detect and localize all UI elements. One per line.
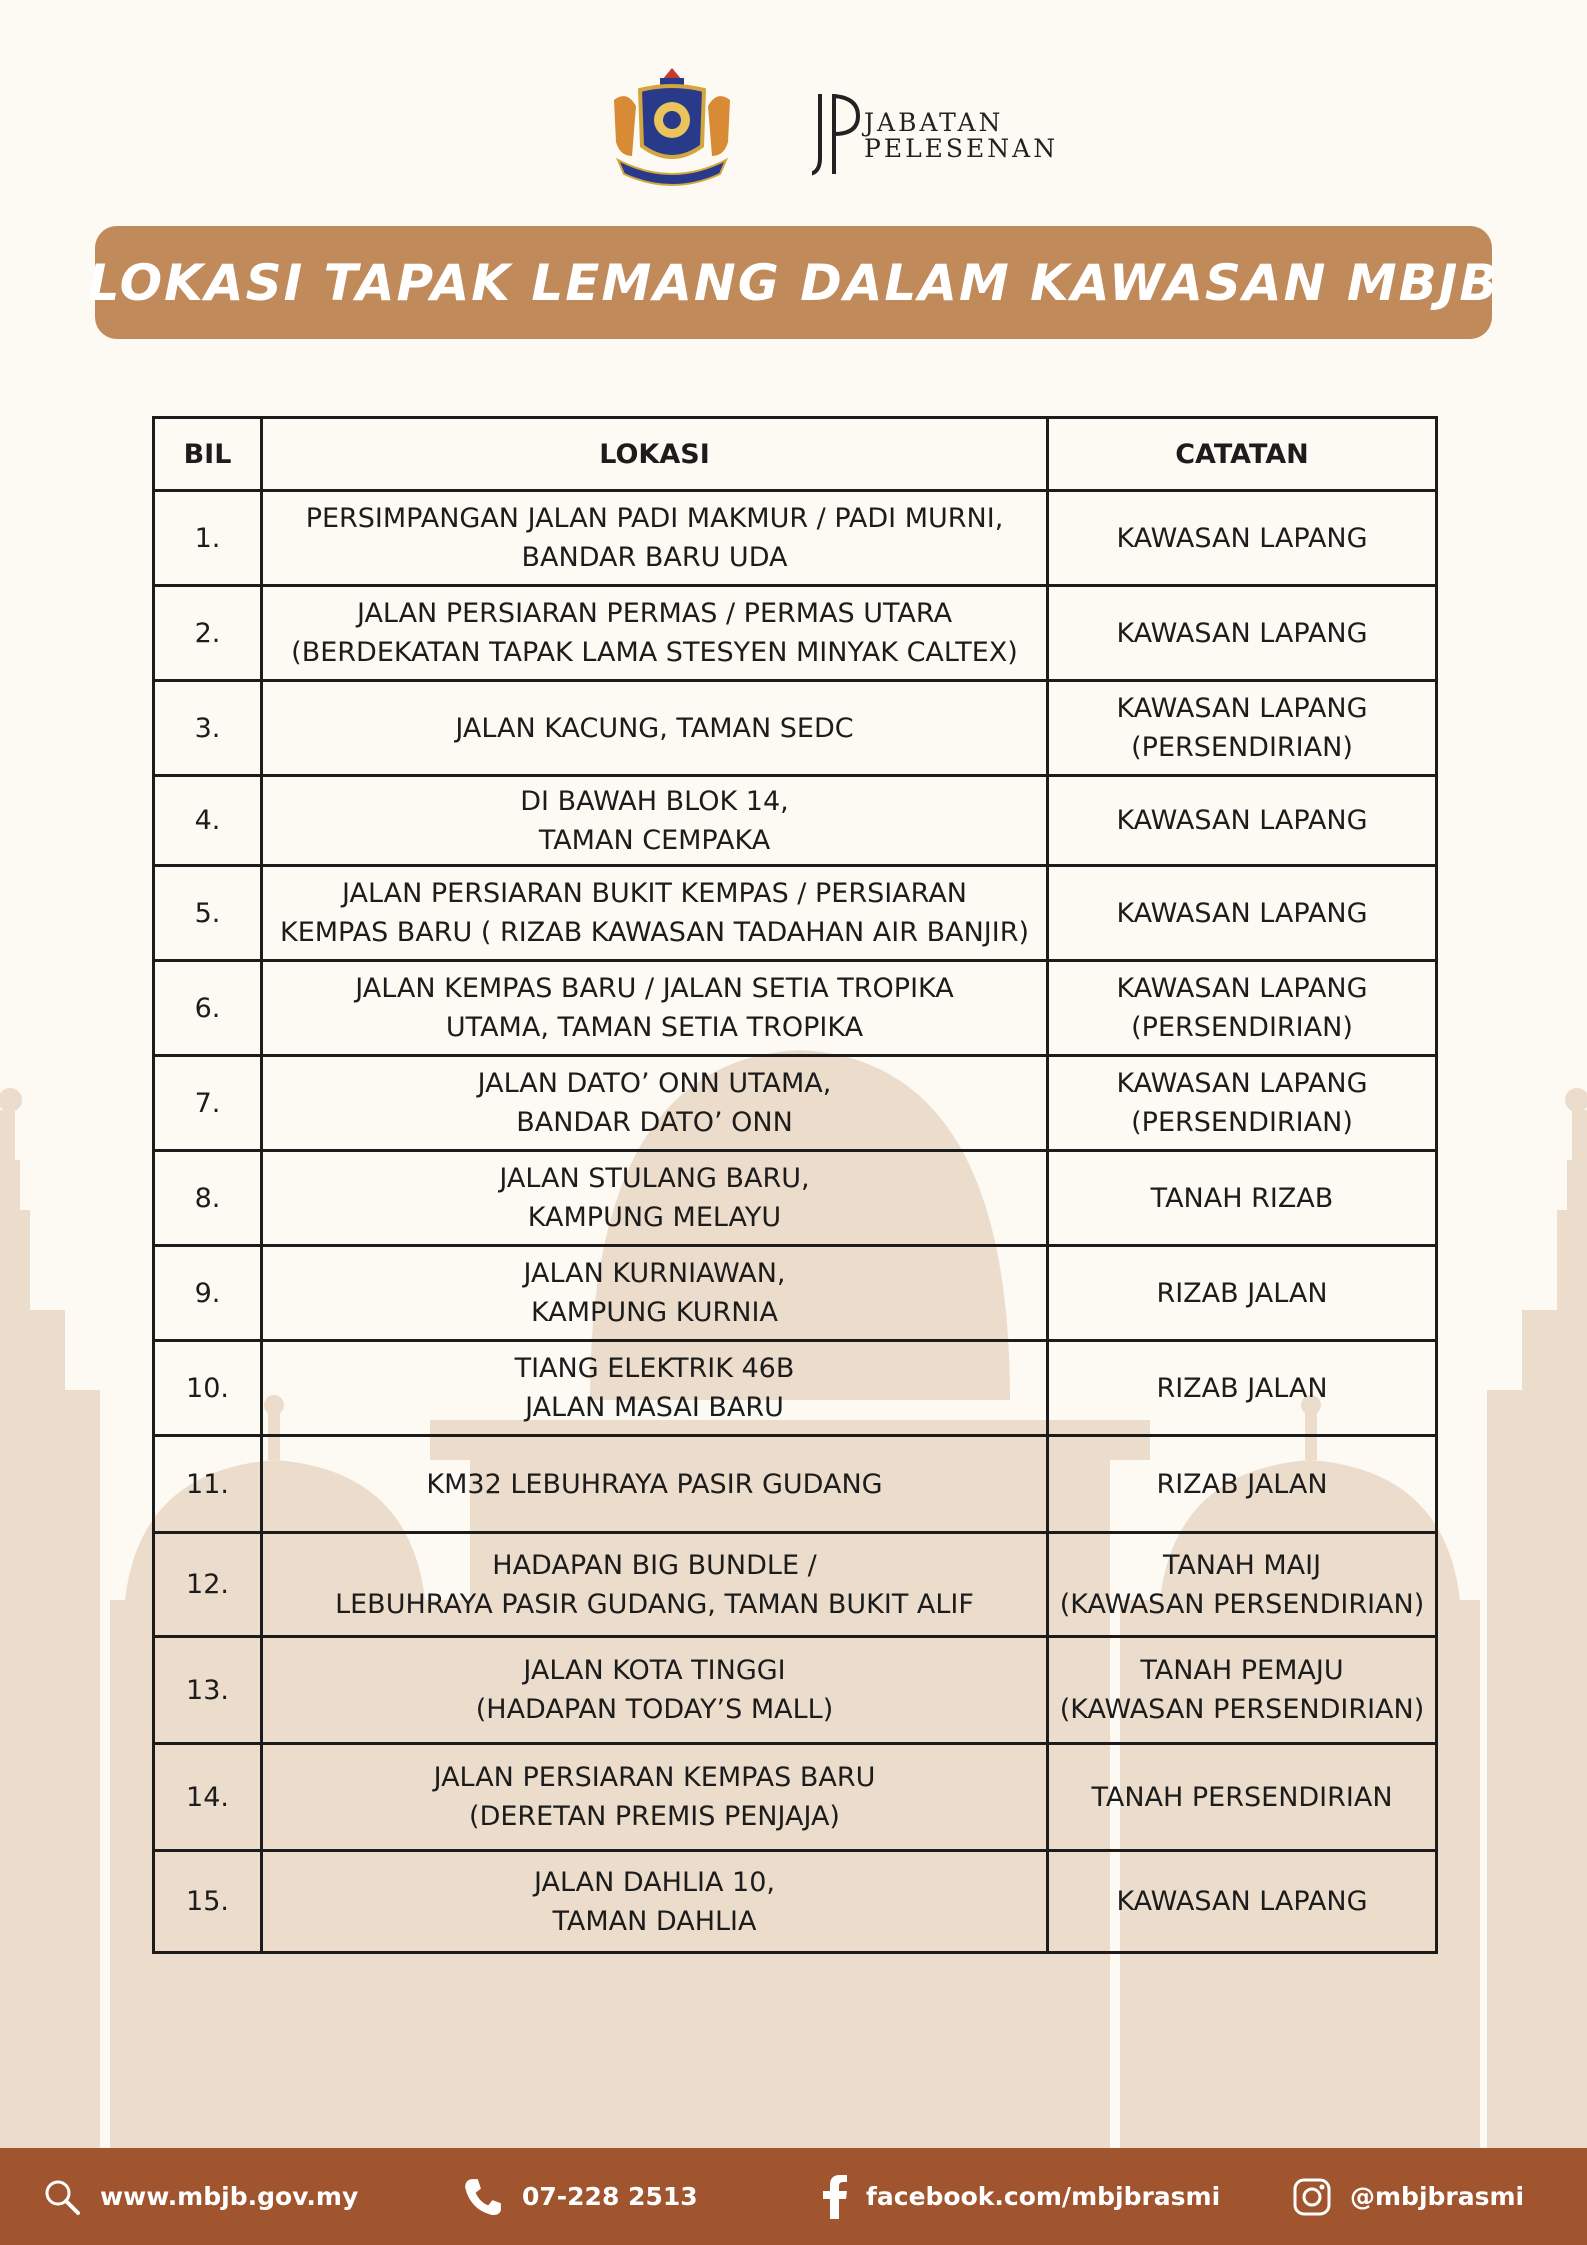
table-row [154,491,1437,586]
cell-lokasi: JALAN STULANG BARU, KAMPUNG MELAYU [262,1151,1048,1246]
table-row [154,1246,1437,1341]
jabatan-pelesenan-logo [812,88,1059,178]
cell-bil: 6. [154,961,262,1056]
footer-phone[interactable] [462,2148,698,2245]
cell-lokasi: JALAN KURNIAWAN, KAMPUNG KURNIA [262,1246,1048,1341]
table-row [154,681,1437,776]
instagram-text: @mbjbrasmi [1350,2182,1525,2211]
cell-bil: 11. [154,1436,262,1533]
cell-lokasi: JALAN PERSIARAN PERMAS / PERMAS UTARA (BERDEKATAN TAPAK LAMA STESYEN MINYAK CALTEX) [262,586,1048,681]
table-row [154,1436,1437,1533]
table-row [154,1533,1437,1637]
cell-bil: 10. [154,1341,262,1436]
table-row [154,1151,1437,1246]
cell-lokasi: JALAN KACUNG, TAMAN SEDC [262,681,1048,776]
cell-catatan: KAWASAN LAPANG (PERSENDIRIAN) [1048,961,1437,1056]
footer-facebook[interactable] [822,2148,1220,2245]
cell-catatan: KAWASAN LAPANG [1048,1851,1437,1953]
cell-catatan: KAWASAN LAPANG [1048,586,1437,681]
cell-catatan: TANAH RIZAB [1048,1151,1437,1246]
cell-lokasi: TIANG ELEKTRIK 46B JALAN MASAI BARU [262,1341,1048,1436]
cell-lokasi: JALAN DATO’ ONN UTAMA, BANDAR DATO’ ONN [262,1056,1048,1151]
cell-lokasi: HADAPAN BIG BUNDLE / LEBUHRAYA PASIR GUDANG, TAMAN BUKIT ALIF [262,1533,1048,1637]
footer-website[interactable] [42,2148,358,2245]
cell-bil: 8. [154,1151,262,1246]
cell-catatan: RIZAB JALAN [1048,1436,1437,1533]
cell-lokasi: DI BAWAH BLOK 14, TAMAN CEMPAKA [262,776,1048,866]
mbjb-crest-logo [602,60,742,190]
header-catatan: CATATAN [1048,418,1437,491]
table-row [154,1056,1437,1151]
cell-bil: 1. [154,491,262,586]
cell-lokasi: JALAN PERSIARAN BUKIT KEMPAS / PERSIARAN KEMPAS BARU ( RIZAB KAWASAN TADAHAN AIR BANJIR) [262,866,1048,961]
table-row [154,866,1437,961]
cell-lokasi: JALAN PERSIARAN KEMPAS BARU (DERETAN PREMIS PENJAJA) [262,1744,1048,1851]
website-text: www.mbjb.gov.my [100,2182,359,2211]
table-row [154,1637,1437,1744]
cell-bil: 12. [154,1533,262,1637]
table-row [154,1341,1437,1436]
cell-catatan: RIZAB JALAN [1048,1246,1437,1341]
cell-bil: 9. [154,1246,262,1341]
cell-lokasi: JALAN KEMPAS BARU / JALAN SETIA TROPIKA UTAMA, TAMAN SETIA TROPIKA [262,961,1048,1056]
dept-name-line1: JABATAN [864,108,1004,137]
table-row [154,1744,1437,1851]
cell-bil: 13. [154,1637,262,1744]
cell-catatan: KAWASAN LAPANG [1048,866,1437,961]
cell-catatan: KAWASAN LAPANG [1048,491,1437,586]
title-banner [87,226,1500,339]
cell-bil: 2. [154,586,262,681]
table-row [154,961,1437,1056]
cell-bil: 14. [154,1744,262,1851]
instagram-icon [1292,2177,1332,2217]
header-bil: BIL [154,418,262,491]
table-row [154,586,1437,681]
cell-bil: 5. [154,866,262,961]
cell-lokasi: PERSIMPANGAN JALAN PADI MAKMUR / PADI MURNI, BANDAR BARU UDA [262,491,1048,586]
cell-lokasi: JALAN DAHLIA 10, TAMAN DAHLIA [262,1851,1048,1953]
cell-catatan: KAWASAN LAPANG [1048,776,1437,866]
footer-bar [0,2148,1587,2245]
table-row [154,1851,1437,1953]
cell-bil: 15. [154,1851,262,1953]
search-icon [42,2177,82,2217]
phone-icon [462,2176,504,2218]
table-header-row [154,418,1437,491]
cell-bil: 7. [154,1056,262,1151]
cell-catatan: KAWASAN LAPANG (PERSENDIRIAN) [1048,1056,1437,1151]
location-table [152,416,1438,1954]
cell-bil: 3. [154,681,262,776]
cell-catatan: RIZAB JALAN [1048,1341,1437,1436]
cell-bil: 4. [154,776,262,866]
header-lokasi: LOKASI [262,418,1048,491]
cell-catatan: TANAH PERSENDIRIAN [1048,1744,1437,1851]
facebook-icon [822,2175,848,2219]
header-logos [0,60,1587,195]
cell-catatan: KAWASAN LAPANG (PERSENDIRIAN) [1048,681,1437,776]
cell-lokasi: JALAN KOTA TINGGI (HADAPAN TODAY’S MALL) [262,1637,1048,1744]
cell-catatan: TANAH PEMAJU (KAWASAN PERSENDIRIAN) [1048,1637,1437,1744]
cell-lokasi: KM32 LEBUHRAYA PASIR GUDANG [262,1436,1048,1533]
page-title: LOKASI TAPAK LEMANG DALAM KAWASAN MBJB [87,253,1500,312]
facebook-text: facebook.com/mbjbrasmi [866,2182,1221,2211]
footer-instagram[interactable] [1292,2148,1524,2245]
jp-monogram-icon [812,88,862,178]
dept-name-line2: PELESENAN [864,134,1059,163]
phone-text: 07-228 2513 [522,2182,698,2211]
table-row [154,776,1437,866]
cell-catatan: TANAH MAIJ (KAWASAN PERSENDIRIAN) [1048,1533,1437,1637]
